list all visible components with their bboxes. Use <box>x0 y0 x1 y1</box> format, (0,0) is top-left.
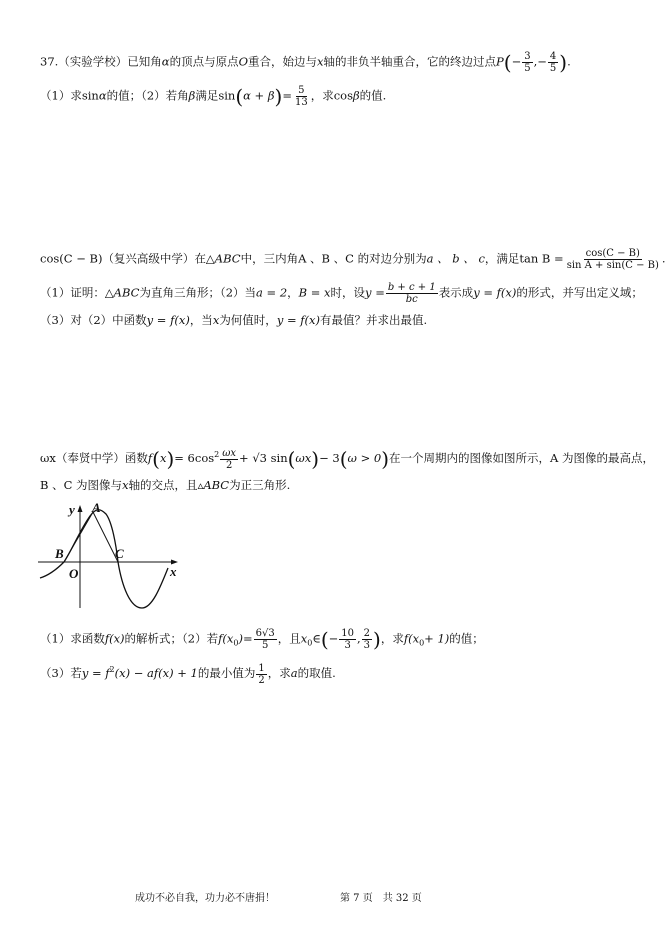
q37-line1: 37.（实验学校）已知角α的顶点与原点O重合，始边与x轴的非负半轴重合，它的终边过点P(− $\frac{3}{5}$ ,− $\frac{4}{5}$ ). <box>40 50 571 75</box>
q37-line2: （1）求sinα的值；（2）若角β满足sin(α + β)= $\frac{5}{13}$ ，求cosβ的值. <box>40 84 387 109</box>
fraction-4-5: $\frac{4}{5}$ <box>549 51 557 74</box>
fraction-tanB: $\frac{\cos(C - B)}{\text{sin A + sin(C − B)}}$ <box>566 248 659 271</box>
fraction-wx-2: $\frac{\omega x}{2}$ <box>222 447 237 471</box>
fraction-5-13: $\frac{5}{13}$ <box>294 85 308 108</box>
q39-school: （奉贤中学） <box>55 451 125 465</box>
fraction-bc: $\frac{b + c + 1}{bc}$ <box>387 282 436 305</box>
q39-line2: B 、C 为图像与x轴的交点，且▵ABC为正三角形. <box>40 478 291 492</box>
label-O: O <box>69 566 79 581</box>
footer-motto: 成功不必自我，功力必不唐捐！ <box>135 893 275 904</box>
label-C: C <box>115 546 124 561</box>
q38-line3: （3）对（2）中函数y = f(x)，当x为何值时，y = f(x)有最值？并求出最值. <box>40 313 428 327</box>
sine-graph-figure <box>38 500 188 612</box>
q38-school: （复兴高级中学） <box>102 251 195 266</box>
fraction-10-3: $\frac{10}{3}$ <box>341 628 354 651</box>
fraction-3-5: $\frac{3}{5}$ <box>524 51 531 74</box>
q38-line1: cos(C − B)（复兴高级中学）在△ABC中，三内角A 、B 、C 的对边分别为a 、 b 、 c，满足tan B = $\frac{\cos(C - B)}{\text{sin A + sin(C − B)}}$ . <box>40 248 666 271</box>
q39-number: ωx <box>40 451 56 465</box>
label-y: y <box>69 502 75 517</box>
fraction-1-2: $\frac{1}{2}$ <box>258 662 265 686</box>
triangle-side-BA <box>64 512 93 562</box>
fraction-6root3-5: $\frac{6√3}{5}$ <box>255 628 275 651</box>
y-axis-arrow <box>78 505 83 512</box>
label-A: A <box>92 500 101 515</box>
label-B: B <box>55 546 64 561</box>
q38-line2: （1）证明：△ABC为直角三角形；（2）当a = 2，B = x时，设y = $\frac{b + c + 1}{bc}$ 表示成y = f(x)的形式，并写出定义域； <box>40 282 643 305</box>
q39-line4: （3）若$y = f^2(x) - af(x) + 1$的最小值为 $\frac{1}{2}$ ，求a的取值. <box>40 662 336 686</box>
q37-school: （实验学校） <box>58 54 128 69</box>
q38-number: cos(C − B) <box>40 251 103 266</box>
fraction-2-3: $\frac{2}{3}$ <box>363 628 371 651</box>
q39-line1: ωx（奉贤中学）函数$f(x)= 6\cos^2$ $\frac{\omega x}{2}$ + √3 sin(ωx)− 3(ω > 0)在一个周期内的图像如图所示，A 为图像的最高点， <box>40 447 654 471</box>
q37-number: 37. <box>40 54 59 69</box>
q39-line3: （1）求函数f(x)的解析式；（2）若$f(x_0)=$ $\frac{6√3}{5}$ ，且$x_0\in(-$ $\frac{10}{3}$ , $\frac{2}{3}$ )，求$f(x_0+ 1)$的值； <box>40 627 484 652</box>
label-x: x <box>170 564 177 579</box>
footer-page-number: 第 7 页 共 32 页 <box>340 893 422 904</box>
